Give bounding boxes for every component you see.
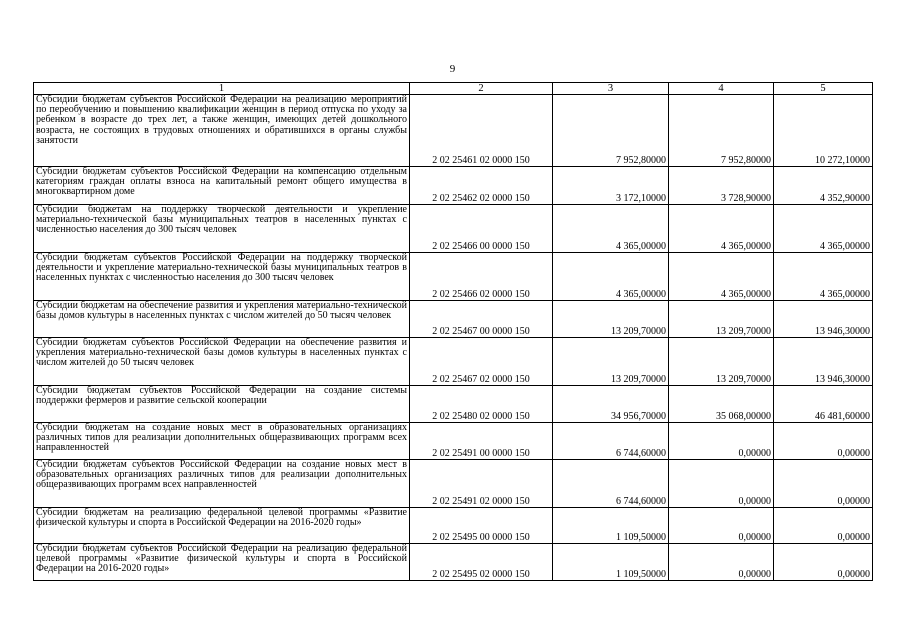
budget-code: 2 02 25495 02 0000 150: [410, 544, 553, 581]
amount-col5: 46 481,60000: [774, 386, 873, 423]
column-header: 4: [669, 83, 774, 95]
amount-col3: 3 172,10000: [553, 167, 669, 205]
page-number: 9: [449, 63, 456, 75]
table-row: [34, 423, 873, 460]
subsidy-description: Субсидии бюджетам субъектов Российской Федерации на создание системы поддержки фермеров и развитие сельской кооперации: [34, 386, 410, 423]
table-row: [34, 338, 873, 386]
table-row: [34, 167, 873, 205]
amount-col5: 0,00000: [774, 508, 873, 544]
amount-col3: 6 744,60000: [553, 460, 669, 508]
table-row: [34, 544, 873, 581]
amount-col4: 4 365,00000: [669, 205, 774, 253]
subsidy-description: Субсидии бюджетам субъектов Российской Федерации на создание новых мест в образовательных организациях различных типов для реализации дополнительных общеразвивающих программ всех направленностей: [34, 460, 410, 508]
amount-col5: 0,00000: [774, 423, 873, 460]
amount-col3: 4 365,00000: [553, 253, 669, 301]
amount-col3: 1 109,50000: [553, 544, 669, 581]
amount-col3: 1 109,50000: [553, 508, 669, 544]
table-row: [34, 301, 873, 338]
subsidy-description: Субсидии бюджетам на поддержку творческой деятельности и укрепление материально-технической базы муниципальных театров в населенных пунктах с численностью населения до 300 тысяч человек: [34, 205, 410, 253]
amount-col4: 7 952,80000: [669, 95, 774, 167]
amount-col4: 4 365,00000: [669, 253, 774, 301]
subsidy-description: Субсидии бюджетам на создание новых мест в образовательных организациях различных типов для реализации дополнительных общеразвивающих программ всех направленностей: [34, 423, 410, 460]
budget-code: 2 02 25495 00 0000 150: [410, 508, 553, 544]
budget-code: 2 02 25461 02 0000 150: [410, 95, 553, 167]
subsidy-description: Субсидии бюджетам субъектов Российской Федерации на поддержку творческой деятельности и укрепление материально-технической базы муниципальных театров в населенных пунктах с численностью населения до 300 тысяч человек: [34, 253, 410, 301]
budget-code: 2 02 25491 02 0000 150: [410, 460, 553, 508]
subsidy-description: Субсидии бюджетам субъектов Российской Федерации на реализацию мероприятий по переобучению и повышению квалификации женщин в период отпуска по уходу за ребенком в возрасте до трех лет, а также женщин, имеющих детей дошкольного возраста, не состоящих в трудовых отношениях и обратившихся в органы службы занятости: [34, 95, 410, 167]
subsidy-description: Субсидии бюджетам субъектов Российской Федерации на обеспечение развития и укрепления материально-технической базы домов культуры в населенных пунктах с числом жителей до 50 тысяч человек: [34, 338, 410, 386]
budget-code: 2 02 25467 02 0000 150: [410, 338, 553, 386]
budget-code: 2 02 25467 00 0000 150: [410, 301, 553, 338]
amount-col5: 0,00000: [774, 460, 873, 508]
subsidy-description: Субсидии бюджетам на обеспечение развития и укрепления материально-технической базы домов культуры в населенных пунктах с числом жителей до 50 тысяч человек: [34, 301, 410, 338]
budget-code: 2 02 25491 00 0000 150: [410, 423, 553, 460]
amount-col3: 7 952,80000: [553, 95, 669, 167]
column-header: 2: [410, 83, 553, 95]
amount-col5: 10 272,10000: [774, 95, 873, 167]
amount-col3: 4 365,00000: [553, 205, 669, 253]
amount-col5: 13 946,30000: [774, 338, 873, 386]
amount-col4: 13 209,70000: [669, 338, 774, 386]
column-header: 5: [774, 83, 873, 95]
budget-code: 2 02 25462 02 0000 150: [410, 167, 553, 205]
budget-code: 2 02 25466 02 0000 150: [410, 253, 553, 301]
table-row: [34, 253, 873, 301]
budget-code: 2 02 25466 00 0000 150: [410, 205, 553, 253]
column-header: 3: [553, 83, 669, 95]
subsidy-description: Субсидии бюджетам на реализацию федеральной целевой программы «Развитие физической культуры и спорта в Российской Федерации на 2016-2020 годы»: [34, 508, 410, 544]
amount-col3: 6 744,60000: [553, 423, 669, 460]
amount-col3: 13 209,70000: [553, 301, 669, 338]
amount-col5: 13 946,30000: [774, 301, 873, 338]
amount-col4: 0,00000: [669, 460, 774, 508]
amount-col4: 3 728,90000: [669, 167, 774, 205]
amount-col4: 0,00000: [669, 423, 774, 460]
amount-col5: 0,00000: [774, 544, 873, 581]
budget-table: [33, 82, 873, 581]
amount-col5: 4 365,00000: [774, 205, 873, 253]
subsidy-description: Субсидии бюджетам субъектов Российской Федерации на компенсацию отдельным категориям граждан оплаты взноса на капитальный ремонт общего имущества в многоквартирном доме: [34, 167, 410, 205]
table-row: [34, 386, 873, 423]
amount-col3: 13 209,70000: [553, 338, 669, 386]
table-row: [34, 205, 873, 253]
amount-col4: 35 068,00000: [669, 386, 774, 423]
amount-col4: 13 209,70000: [669, 301, 774, 338]
table-row: [34, 508, 873, 544]
column-header: 1: [34, 83, 410, 95]
amount-col5: 4 365,00000: [774, 253, 873, 301]
table-row: [34, 460, 873, 508]
subsidy-description: Субсидии бюджетам субъектов Российской Федерации на реализацию федеральной целевой программы «Развитие физической культуры и спорта в Российской Федерации на 2016-2020 годы»: [34, 544, 410, 581]
amount-col4: 0,00000: [669, 508, 774, 544]
amount-col4: 0,00000: [669, 544, 774, 581]
budget-code: 2 02 25480 02 0000 150: [410, 386, 553, 423]
amount-col5: 4 352,90000: [774, 167, 873, 205]
amount-col3: 34 956,70000: [553, 386, 669, 423]
table-row: [34, 95, 873, 167]
header-row: [34, 83, 873, 95]
